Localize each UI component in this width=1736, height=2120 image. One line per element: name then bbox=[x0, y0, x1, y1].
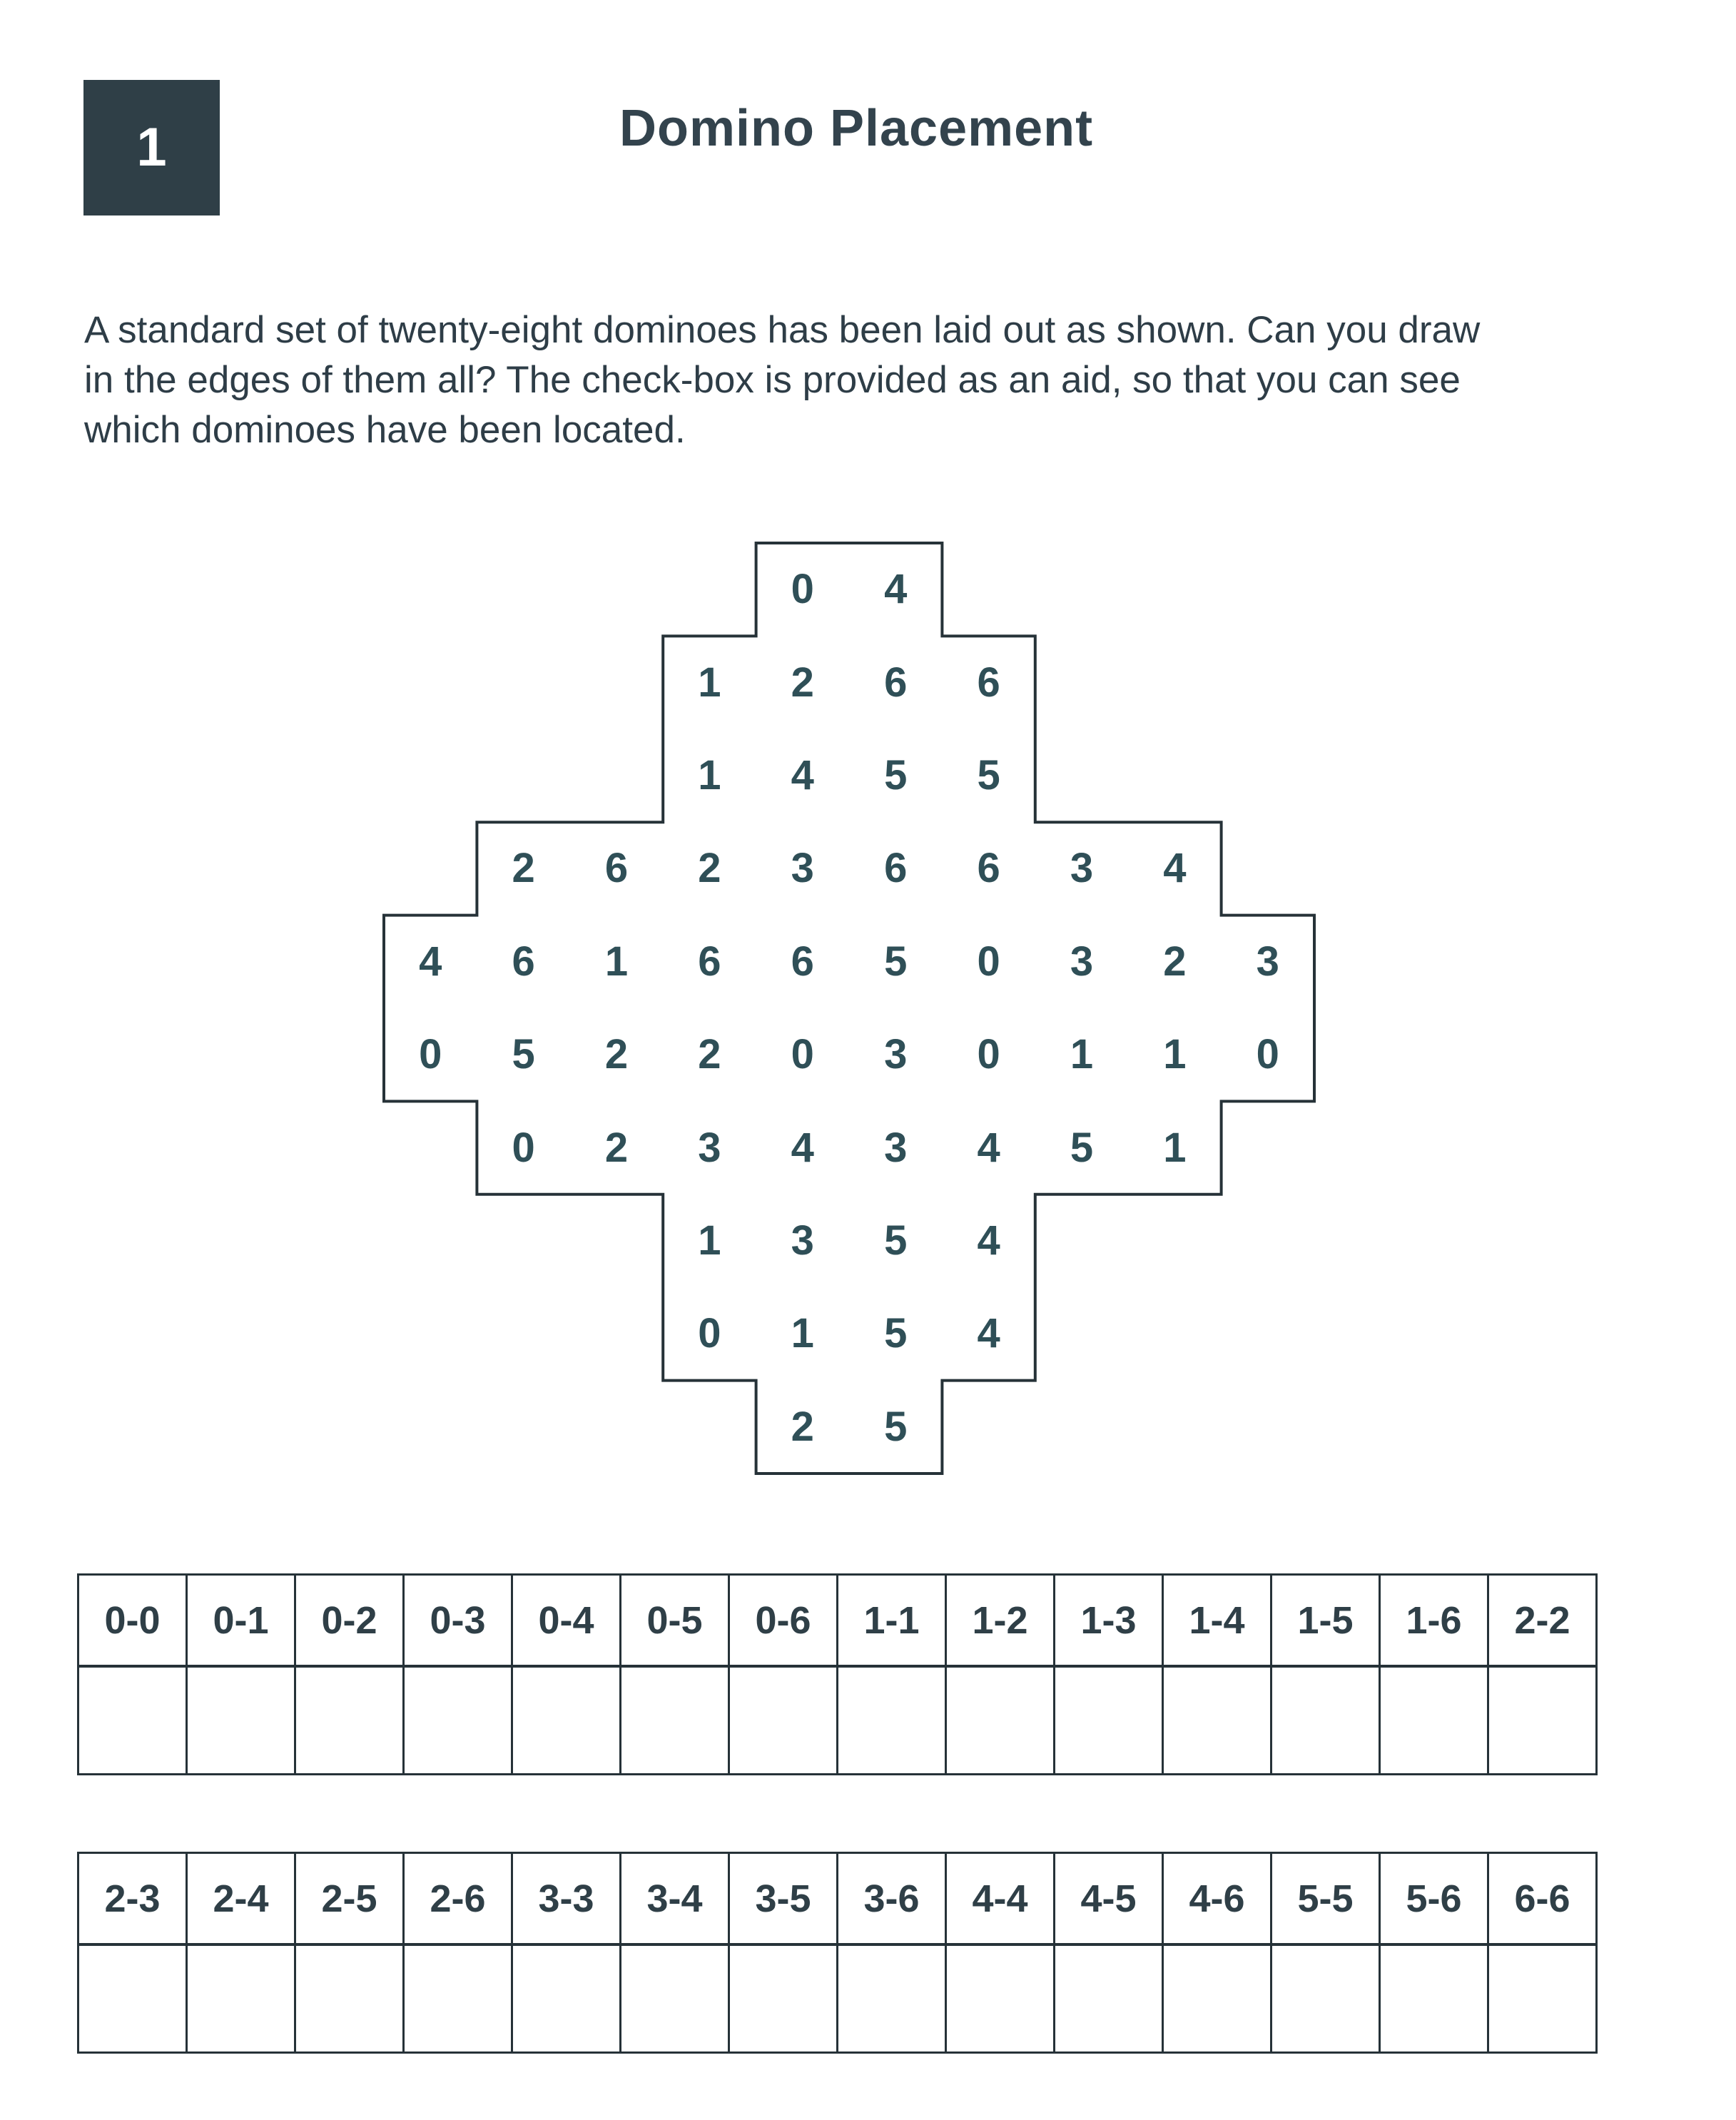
grid-cell[interactable]: 2 bbox=[1163, 938, 1187, 985]
puzzle-number: 1 bbox=[136, 117, 167, 178]
grid-cell[interactable]: 6 bbox=[604, 845, 629, 892]
checkbox-cell-0-3[interactable] bbox=[404, 1666, 512, 1775]
checkbox-cell-0-2[interactable] bbox=[295, 1666, 404, 1775]
grid-cell[interactable]: 3 bbox=[791, 1217, 814, 1264]
domino-label-6-6: 6-6 bbox=[1488, 1853, 1597, 1945]
checkbox-cell-2-5[interactable] bbox=[295, 1944, 404, 2053]
grid-cell[interactable]: 6 bbox=[884, 845, 908, 892]
domino-label-4-5: 4-5 bbox=[1055, 1853, 1163, 1945]
grid-cell[interactable]: 5 bbox=[884, 751, 908, 798]
grid-cell[interactable]: 5 bbox=[884, 1310, 908, 1357]
check-box-tick-row bbox=[78, 1944, 1597, 2053]
grid-cell[interactable]: 3 bbox=[1256, 938, 1279, 985]
grid-cell[interactable]: 6 bbox=[698, 938, 721, 985]
checkbox-cell-5-5[interactable] bbox=[1271, 1944, 1380, 2053]
grid-cell[interactable]: 5 bbox=[884, 1403, 908, 1450]
grid-cell[interactable]: 0 bbox=[977, 938, 1000, 985]
page-title: Domino Placement bbox=[619, 100, 1094, 157]
grid-cell[interactable]: 6 bbox=[791, 938, 814, 985]
domino-label-0-1: 0-1 bbox=[187, 1575, 295, 1667]
domino-label-1-6: 1-6 bbox=[1380, 1575, 1488, 1667]
checkbox-cell-5-6[interactable] bbox=[1380, 1944, 1488, 2053]
checkbox-cell-4-5[interactable] bbox=[1055, 1944, 1163, 2053]
checkbox-cell-1-6[interactable] bbox=[1380, 1666, 1488, 1775]
domino-label-5-6: 5-6 bbox=[1380, 1853, 1488, 1945]
domino-label-2-2: 2-2 bbox=[1488, 1575, 1597, 1667]
grid-cell[interactable]: 3 bbox=[791, 845, 814, 892]
grid-cell[interactable]: 0 bbox=[419, 1031, 442, 1078]
checkbox-cell-3-6[interactable] bbox=[838, 1944, 946, 2053]
grid-cell[interactable]: 1 bbox=[1163, 1031, 1187, 1078]
domino-label-1-1: 1-1 bbox=[838, 1575, 946, 1667]
checkbox-cell-3-5[interactable] bbox=[729, 1944, 838, 2053]
grid-cell[interactable]: 0 bbox=[977, 1031, 1000, 1078]
instructions-paragraph bbox=[84, 305, 1480, 455]
grid-cell[interactable]: 2 bbox=[698, 1031, 721, 1078]
domino-label-3-4: 3-4 bbox=[621, 1853, 729, 1945]
domino-label-0-5: 0-5 bbox=[621, 1575, 729, 1667]
grid-cell[interactable]: 5 bbox=[884, 938, 908, 985]
domino-label-0-6: 0-6 bbox=[729, 1575, 838, 1667]
grid-cell[interactable]: 5 bbox=[1070, 1124, 1094, 1171]
grid-cell[interactable]: 1 bbox=[791, 1310, 814, 1357]
grid-cell[interactable]: 4 bbox=[884, 566, 908, 613]
check-box-table-1 bbox=[77, 1573, 1598, 1775]
grid-cell[interactable]: 4 bbox=[791, 751, 814, 798]
domino-label-1-2: 1-2 bbox=[946, 1575, 1055, 1667]
domino-label-5-5: 5-5 bbox=[1271, 1853, 1380, 1945]
checkbox-cell-1-2[interactable] bbox=[946, 1666, 1055, 1775]
grid-cell[interactable]: 1 bbox=[698, 751, 721, 798]
grid-cell[interactable]: 0 bbox=[791, 1031, 814, 1078]
check-box-tick-row bbox=[78, 1666, 1597, 1775]
domino-label-2-4: 2-4 bbox=[187, 1853, 295, 1945]
domino-label-3-6: 3-6 bbox=[838, 1853, 946, 1945]
domino-grid[interactable] bbox=[384, 543, 1314, 1474]
grid-cell[interactable]: 4 bbox=[419, 938, 442, 985]
checkbox-cell-1-5[interactable] bbox=[1271, 1666, 1380, 1775]
domino-label-0-4: 0-4 bbox=[512, 1575, 621, 1667]
grid-cell[interactable]: 1 bbox=[1163, 1124, 1187, 1171]
grid-cell[interactable]: 4 bbox=[977, 1124, 1000, 1171]
grid-cell[interactable]: 1 bbox=[698, 1217, 721, 1264]
instructions-line-1: A standard set of twenty-eight dominoes has been laid out as shown. Can you draw bbox=[84, 309, 1481, 351]
domino-label-1-5: 1-5 bbox=[1271, 1575, 1380, 1667]
checkbox-cell-2-6[interactable] bbox=[404, 1944, 512, 2053]
grid-cell[interactable]: 0 bbox=[512, 1124, 535, 1171]
checkbox-cell-1-1[interactable] bbox=[838, 1666, 946, 1775]
checkbox-cell-1-3[interactable] bbox=[1055, 1666, 1163, 1775]
domino-label-3-3: 3-3 bbox=[512, 1853, 621, 1945]
check-box-table-2 bbox=[77, 1852, 1598, 2054]
check-box-header-row bbox=[78, 1575, 1597, 1667]
grid-cell[interactable]: 2 bbox=[604, 1031, 629, 1078]
checkbox-cell-6-6[interactable] bbox=[1488, 1944, 1597, 2053]
checkbox-cell-0-0[interactable] bbox=[78, 1666, 187, 1775]
grid-cell[interactable]: 0 bbox=[1256, 1031, 1279, 1078]
domino-label-2-3: 2-3 bbox=[78, 1853, 187, 1945]
checkbox-cell-4-6[interactable] bbox=[1163, 1944, 1271, 2053]
checkbox-cell-0-1[interactable] bbox=[187, 1666, 295, 1775]
checkbox-cell-2-3[interactable] bbox=[78, 1944, 187, 2053]
grid-cell[interactable]: 3 bbox=[884, 1031, 908, 1078]
grid-cell[interactable]: 1 bbox=[698, 659, 721, 706]
grid-cell[interactable]: 2 bbox=[698, 845, 721, 892]
domino-label-0-2: 0-2 bbox=[295, 1575, 404, 1667]
domino-label-1-4: 1-4 bbox=[1163, 1575, 1271, 1667]
check-box-header-row bbox=[78, 1853, 1597, 1945]
checkbox-cell-2-4[interactable] bbox=[187, 1944, 295, 2053]
domino-label-0-0: 0-0 bbox=[78, 1575, 187, 1667]
grid-cell[interactable]: 3 bbox=[698, 1124, 721, 1171]
checkbox-cell-1-4[interactable] bbox=[1163, 1666, 1271, 1775]
domino-label-2-6: 2-6 bbox=[404, 1853, 512, 1945]
checkbox-cell-4-4[interactable] bbox=[946, 1944, 1055, 2053]
grid-cell[interactable]: 5 bbox=[512, 1031, 535, 1078]
domino-label-3-5: 3-5 bbox=[729, 1853, 838, 1945]
domino-label-0-3: 0-3 bbox=[404, 1575, 512, 1667]
grid-cell[interactable]: 1 bbox=[1070, 1031, 1094, 1078]
grid-cell[interactable]: 3 bbox=[1070, 845, 1094, 892]
grid-cell[interactable]: 4 bbox=[1163, 845, 1187, 892]
checkbox-cell-3-4[interactable] bbox=[621, 1944, 729, 2053]
grid-cell[interactable]: 5 bbox=[977, 751, 1000, 798]
grid-cell[interactable]: 3 bbox=[1070, 938, 1094, 985]
domino-label-4-4: 4-4 bbox=[946, 1853, 1055, 1945]
domino-label-2-5: 2-5 bbox=[295, 1853, 404, 1945]
grid-cell[interactable]: 2 bbox=[791, 1403, 814, 1450]
domino-label-1-3: 1-3 bbox=[1055, 1575, 1163, 1667]
grid-cell[interactable]: 2 bbox=[604, 1124, 629, 1171]
grid-cell[interactable]: 3 bbox=[884, 1124, 908, 1171]
instructions-line-3: which dominoes have been located. bbox=[84, 409, 686, 451]
grid-cell[interactable]: 0 bbox=[698, 1310, 721, 1357]
grid-cell[interactable]: 6 bbox=[977, 845, 1000, 892]
grid-cell[interactable]: 0 bbox=[791, 566, 814, 613]
checkbox-cell-3-3[interactable] bbox=[512, 1944, 621, 2053]
grid-cell[interactable]: 1 bbox=[604, 938, 629, 985]
grid-cell[interactable]: 6 bbox=[977, 659, 1000, 706]
grid-cell[interactable]: 2 bbox=[791, 659, 814, 706]
grid-cell[interactable]: 2 bbox=[512, 845, 535, 892]
grid-cell[interactable]: 4 bbox=[791, 1124, 814, 1171]
grid-cell[interactable]: 5 bbox=[884, 1217, 908, 1264]
grid-cell[interactable]: 6 bbox=[884, 659, 908, 706]
checkbox-cell-0-5[interactable] bbox=[621, 1666, 729, 1775]
checkbox-cell-0-4[interactable] bbox=[512, 1666, 621, 1775]
domino-label-4-6: 4-6 bbox=[1163, 1853, 1271, 1945]
checkbox-cell-0-6[interactable] bbox=[729, 1666, 838, 1775]
grid-cell[interactable]: 4 bbox=[977, 1217, 1000, 1264]
grid-cell[interactable]: 6 bbox=[512, 938, 535, 985]
grid-cell[interactable]: 4 bbox=[977, 1310, 1000, 1357]
instructions-line-2: in the edges of them all? The check-box is provided as an aid, so that you can see bbox=[84, 359, 1461, 401]
checkbox-cell-2-2[interactable] bbox=[1488, 1666, 1597, 1775]
puzzle-number-badge bbox=[83, 80, 220, 215]
